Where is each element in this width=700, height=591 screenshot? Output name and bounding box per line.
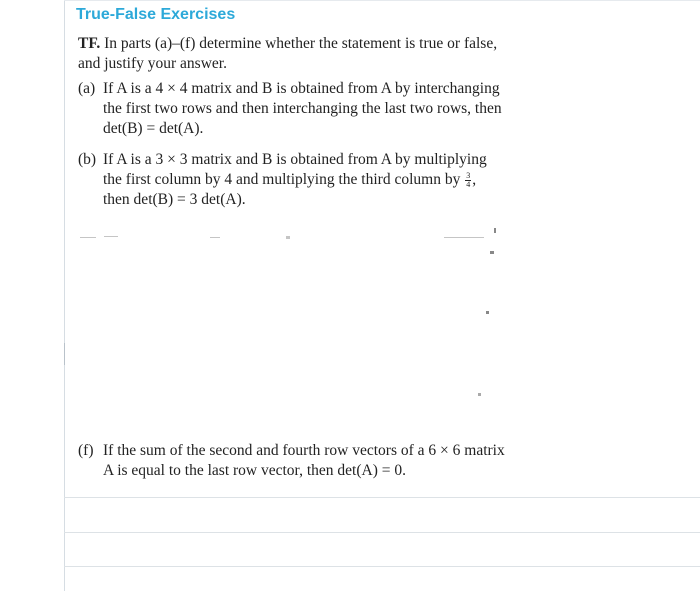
exercise-part-b xyxy=(78,150,506,210)
exercise-label: TF. xyxy=(78,35,101,52)
scan-artifact xyxy=(80,237,96,238)
left-border xyxy=(64,0,65,591)
fraction xyxy=(465,172,471,189)
exercise-intro xyxy=(78,34,506,74)
ruled-line xyxy=(64,497,700,498)
fraction-denominator: 4 xyxy=(466,179,471,189)
scan-artifact xyxy=(478,393,481,396)
statement-text-end: , then det(B) = 3 det(A). xyxy=(103,171,477,208)
section-title: True-False Exercises xyxy=(76,6,236,23)
scan-artifact xyxy=(486,311,489,314)
exercise-part-a xyxy=(78,79,506,139)
ruled-line xyxy=(64,566,700,567)
scan-artifact xyxy=(104,236,118,237)
ruled-line xyxy=(64,532,700,533)
scan-artifact xyxy=(210,237,220,238)
part-statement: If the sum of the second and fourth row vectors of a 6 × 6 matrix A is equal to the last row vector, then det(A) = 0. xyxy=(103,442,505,479)
scan-artifact xyxy=(444,237,484,238)
left-margin-mark xyxy=(64,343,65,365)
scan-artifact xyxy=(490,251,494,254)
fraction-numerator: 3 xyxy=(466,170,471,180)
part-statement: If A is a 4 × 4 matrix and B is obtained from A by interchanging the first two rows and then interchanging the last two rows, then det(B) = det(A). xyxy=(103,80,502,137)
scan-artifact xyxy=(494,228,496,233)
part-label: (a) xyxy=(78,80,96,97)
exercise-instructions: In parts (a)–(f) determine whether the statement is true or false, and justify your answer. xyxy=(78,35,498,72)
part-statement xyxy=(103,150,506,210)
part-label: (f) xyxy=(78,442,94,459)
exercise-part-f xyxy=(78,441,506,481)
scan-artifact xyxy=(286,236,290,239)
top-border xyxy=(64,0,700,1)
part-label: (b) xyxy=(78,151,97,168)
statement-text-start: If A is a 3 × 3 matrix and B is obtained from A by multiplying the first column by 4 and multiplying the third column by xyxy=(103,151,487,188)
